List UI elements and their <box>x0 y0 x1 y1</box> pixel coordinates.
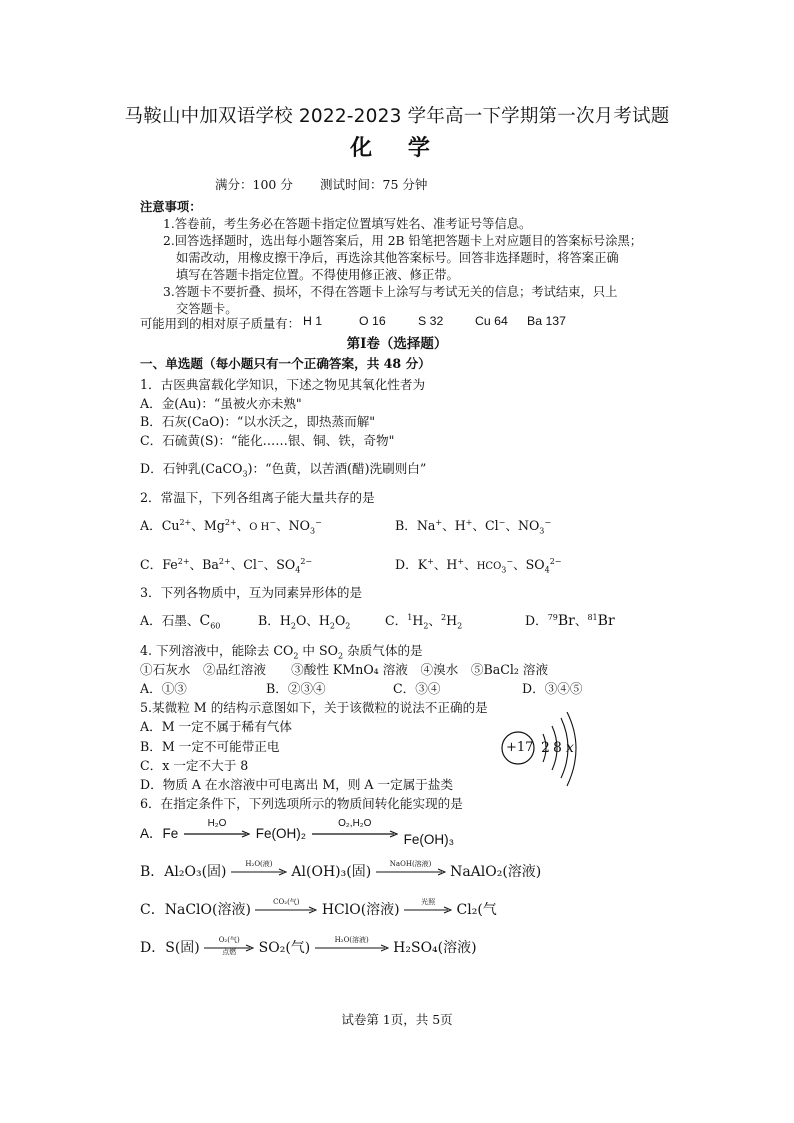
atomic-mass-ba: Ba 137 <box>527 314 566 328</box>
atomic-mass-label: 可能用到的相对原子质量有： <box>140 317 300 331</box>
q5-option-d: D．物质 A 在水溶液中可电离出 M，则 A 一定属于盐类 <box>140 777 454 792</box>
atomic-mass-o: O 16 <box>359 314 386 328</box>
page-footer: 试卷第 1页，共 5页 <box>341 1012 453 1027</box>
q5-option-b: B．M 一定不可能带正电 <box>140 739 280 754</box>
q2-option-d: D．K+、H+、$HCO_3^-$、$SO_4^{2-}$ <box>395 556 562 575</box>
q3-option-a: A．石墨、$C_{60}$ <box>140 613 221 631</box>
q1-stem: 1．古医典富载化学知识，下述之物见其氧化性者为 <box>140 377 426 392</box>
q1-d-formula: CaCO <box>205 461 243 476</box>
q4-option-d: D．③④⑤ <box>522 681 583 696</box>
part-heading: 一、单选题（每小题只有一个正确答案，共 48 分） <box>140 356 431 371</box>
notice-item-1: 1.答卷前，考生务必在答题卡指定位置填写姓名、准考证号等信息。 <box>163 217 532 231</box>
atomic-mass-s: S 32 <box>418 314 444 328</box>
q5-option-a: A．M 一定不属于稀有气体 <box>140 719 292 734</box>
q5-stem: 5.某微粒 M 的结构示意图如下，关于该微粒的说法不正确的是 <box>140 700 488 715</box>
atom-structure-diagram <box>497 712 587 792</box>
nucleus-charge: +17 <box>506 740 534 755</box>
q1-d-pre: D．石钟乳( <box>140 461 206 476</box>
q3-option-d: D．$^{79}$Br、$^{81}$Br <box>525 612 615 629</box>
q1-option-c: C．石硫黄(S)：“能化……银、铜、铁，奇物" <box>140 433 395 448</box>
notice-item-2c: 填写在答题卡指定位置。不得使用修正液、修正带。 <box>176 268 459 282</box>
full-score: 满分：100 分 <box>215 177 293 192</box>
q4-option-a: A．①③ <box>140 681 187 696</box>
exam-title: 马鞍山中加双语学校 2022-2023 学年高一下学期第一次月考试题 <box>124 106 670 127</box>
notice-heading: 注意事项： <box>140 199 202 214</box>
q3-option-b: B．$H_2O$、$H_2O_2$ <box>258 613 351 631</box>
shell-1-electrons: 2 <box>541 740 550 756</box>
q1-option-d: D．石钟乳(CaCO$_3$)：“色黄，以苦酒(醋)洗刷则白” <box>140 461 427 479</box>
q6-option-c: C．NaClO(溶液) CO₂(气) HClO(溶液) 光照 Cl₂(气 <box>140 898 497 918</box>
q3-stem: 3．下列各物质中，互为同素异形体的是 <box>140 585 363 600</box>
q4-stem: 4. 下列溶液中，能除去 $CO_2$ 中 $SO_2$ 杂质气体的是 <box>140 643 423 661</box>
notice-item-2: 2.回答选择题时，选出每小题答案后，用 2B 铅笔把答题卡上对应题目的答案标号涂黑； <box>163 234 643 248</box>
q4-option-c: C．③④ <box>393 681 441 696</box>
test-time: 测试时间：75 分钟 <box>320 177 428 192</box>
q1-option-b: B．石灰(CaO)：“以水沃之，即热蒸而解" <box>140 414 376 429</box>
q1-option-a: A．金(Au)：“虽被火亦未熟" <box>140 396 302 411</box>
q4-options: ①石灰水 ②品红溶液 ③酸性 KMnO₄ 溶液 ④溴水 ⑤BaCl₂ 溶液 <box>140 662 549 677</box>
subject-title: 化 学 <box>350 136 444 161</box>
atomic-mass-h: H 1 <box>303 314 323 328</box>
notice-item-3b: 交答题卡。 <box>176 302 238 316</box>
q6-option-b: B．Al₂O₃(固) H₂O(液) Al(OH)₃(固) NaOH(溶液) NaAlO₂(溶液) <box>140 860 542 880</box>
q5-option-c: C．x 一定不大于 8 <box>140 758 249 773</box>
q6-option-d: D．S(固) O₂(气) 点燃 SO₂(气) H₂O(溶液) H₂SO₄(溶液) <box>140 936 477 956</box>
notice-item-3: 3.答题卡不要折叠、损坏，不得在答题卡上涂写与考试无关的信息；考试结束，只上 <box>163 285 618 299</box>
q2-stem: 2．常温下，下列各组离子能大量共存的是 <box>140 490 375 505</box>
q1-d-post: )：“色黄，以苦酒(醋)洗刷则白” <box>247 461 427 476</box>
shell-3-electrons: x <box>566 740 574 756</box>
notice-item-2b: 如需改动，用橡皮擦干净后，再选涂其他答案标号。回答非选择题时，将答案正确 <box>176 251 619 265</box>
q2-option-a: A．$Cu^{2+}$、$Mg^{2+}$、O H−、$NO_3^-$ <box>140 517 322 536</box>
q3-option-c: C．$^1H_2$、$^2H_2$ <box>385 612 463 631</box>
q6-stem: 6．在指定条件下，下列选项所示的物质间转化能实现的是 <box>140 796 463 811</box>
q6-option-a: A．Fe H₂O Fe(OH)₂ O₂,H₂O Fe(OH)₃ <box>140 818 455 847</box>
q2-option-c: C．$Fe^{2+}$、$Ba^{2+}$、Cl−、$SO_4^{2-}$ <box>140 556 313 575</box>
shell-2-electrons: 8 <box>553 740 562 756</box>
q2-option-b: B．Na+、H+、Cl−、$NO_3^-$ <box>395 517 552 536</box>
atomic-mass-cu: Cu 64 <box>475 314 508 328</box>
section-title: 第Ⅰ卷（选择题） <box>346 336 448 352</box>
q4-option-b: B．②③④ <box>266 681 326 696</box>
